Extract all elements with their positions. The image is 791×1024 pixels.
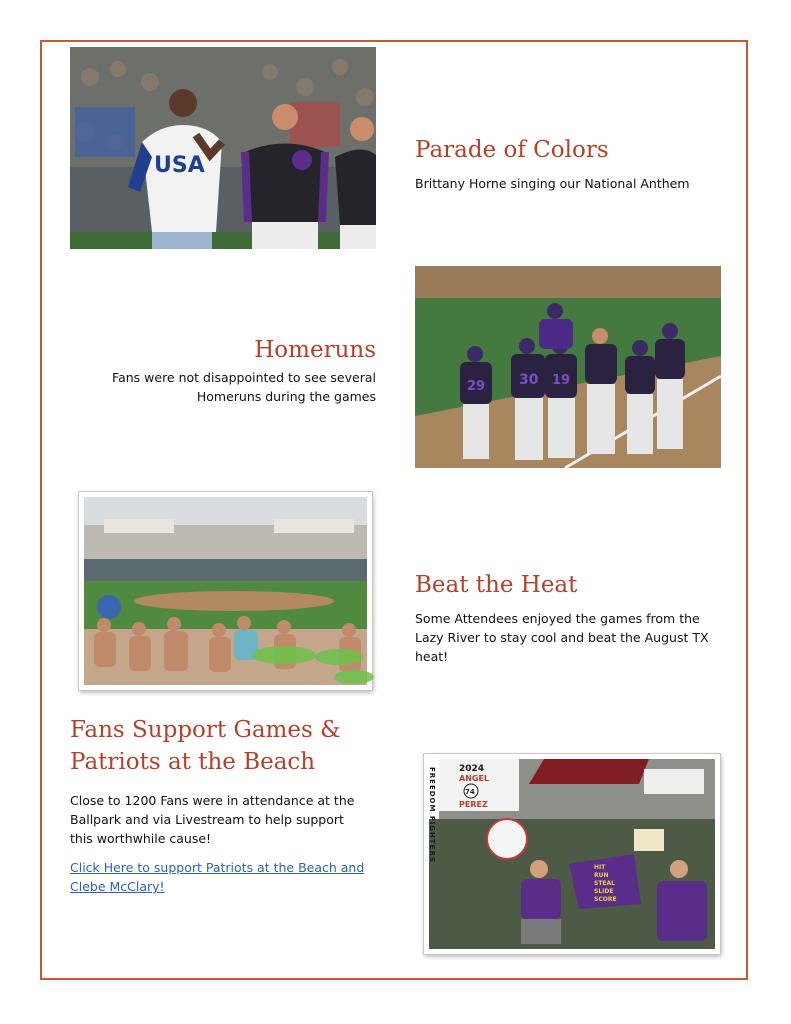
fans-caption: Close to 1200 Fans were in attendance at the Ballpark and via Livestream to help support this worthwhile cause! — [70, 793, 355, 846]
jersey-number-2: 30 — [519, 372, 539, 388]
homeruns-caption: Fans were not disappointed to see several Homeruns during the games — [112, 370, 376, 404]
anthem-singer-photo — [70, 47, 376, 249]
freedom-banner-text: FREEDOM FIGHTERS — [428, 767, 436, 863]
sign-number: 74 — [465, 788, 475, 796]
jersey-number-1: 29 — [467, 379, 486, 394]
sign-name-bottom: PEREZ — [459, 800, 488, 809]
purple-sign-line-4: SLIDE — [594, 888, 614, 895]
heat-title: Beat the Heat — [415, 572, 578, 598]
support-link[interactable]: Click Here to support Patriots at the Beach and Clebe McClary! — [70, 860, 365, 894]
fans-stands-photo — [424, 754, 720, 954]
homeruns-title: Homeruns — [254, 337, 376, 363]
purple-sign-line-3: STEAL — [594, 880, 615, 887]
fans-title-line-2: Patriots at the Beach — [70, 749, 316, 775]
parade-title: Parade of Colors — [415, 137, 609, 163]
purple-sign-line-1: HIT — [594, 864, 606, 871]
parade-caption: Brittany Horne singing our National Anthem — [415, 176, 690, 191]
fans-title-line-1: Fans Support Games & — [70, 717, 341, 743]
sign-name-top: ANGEL — [459, 774, 490, 783]
heat-caption: Some Attendees enjoyed the games from the Lazy River to stay cool and beat the August TX heat! — [415, 611, 709, 664]
shirt-text: USA — [154, 153, 205, 178]
homerun-celebration-photo — [415, 266, 721, 468]
purple-sign-line-2: RUN — [594, 872, 609, 879]
purple-sign-line-5: SCORE — [594, 896, 617, 903]
sign-year: 2024 — [459, 764, 485, 774]
jersey-number-3: 19 — [552, 373, 571, 388]
lazy-river-photo — [79, 492, 372, 690]
